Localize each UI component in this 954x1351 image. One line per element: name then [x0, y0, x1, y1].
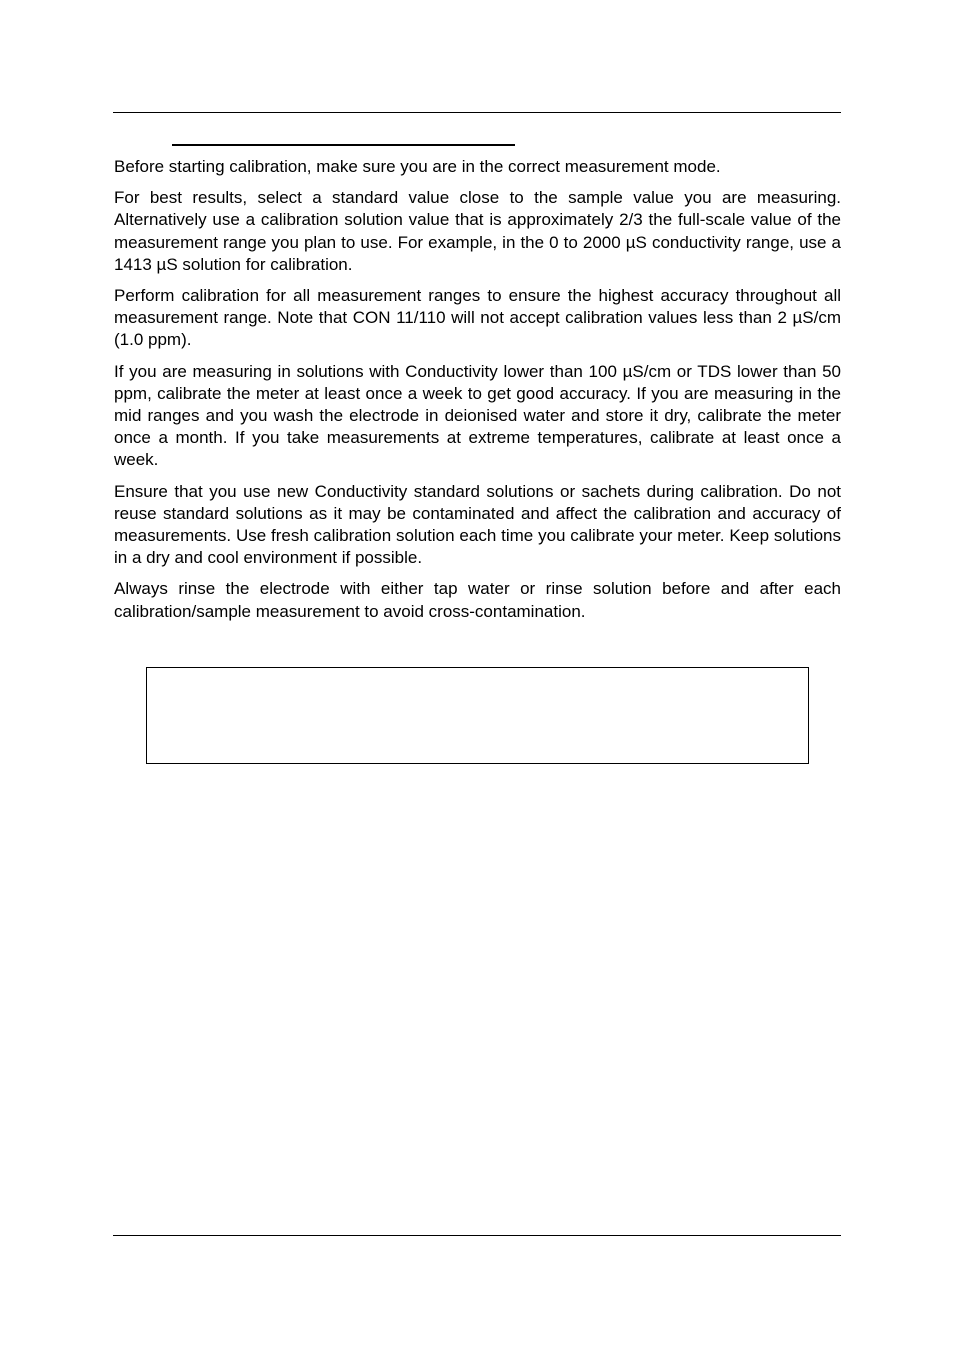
paragraph-all-ranges: Perform calibration for all measurement ranges to ensure the highest accuracy throughout all measurement range. Note that CON 11/110 will not accept calibration values less than 2 µS/cm (1.0 ppm).: [114, 286, 841, 350]
header-rule: [113, 112, 841, 113]
section-heading-underline: [172, 144, 515, 146]
note-box: [146, 667, 809, 764]
paragraph-measurement-mode: Before starting calibration, make sure you are in the correct measurement mode.: [114, 157, 721, 176]
paragraph-fresh-solutions: Ensure that you use new Conductivity standard solutions or sachets during calibration. Do not reuse standard solutions as it may be contaminated and affect the calibration and accuracy of measurements. Use fresh calibration solution each time you calibrate your meter. Keep solutions in a dry and cool environment if possible.: [114, 481, 841, 568]
paragraph-calibration-frequency: If you are measuring in solutions with Conductivity lower than 100 µS/cm or TDS lower than 50 ppm, calibrate the meter at least once a week to get good accuracy. If you are measuring in the mid ranges and you wash the electrode in deionised water and store it dry, calibrate the meter once a month. If you take measurements at extreme temperatures, calibrate at least once a week.: [114, 361, 841, 470]
body-text: [114, 156, 841, 632]
paragraph-rinse-electrode: Always rinse the electrode with either tap water or rinse solution before and after each calibration/sample measurement to avoid cross-contamination.: [114, 579, 841, 621]
paragraph-best-results: For best results, select a standard value close to the sample value you are measuring. Alternatively use a calibration solution value that is approximately 2/3 the full-scale value of the measurement range you plan to use. For example, in the 0 to 2000 µS conductivity range, use a 1413 µS solution for calibration.: [114, 188, 841, 274]
footer-rule: [113, 1235, 841, 1236]
